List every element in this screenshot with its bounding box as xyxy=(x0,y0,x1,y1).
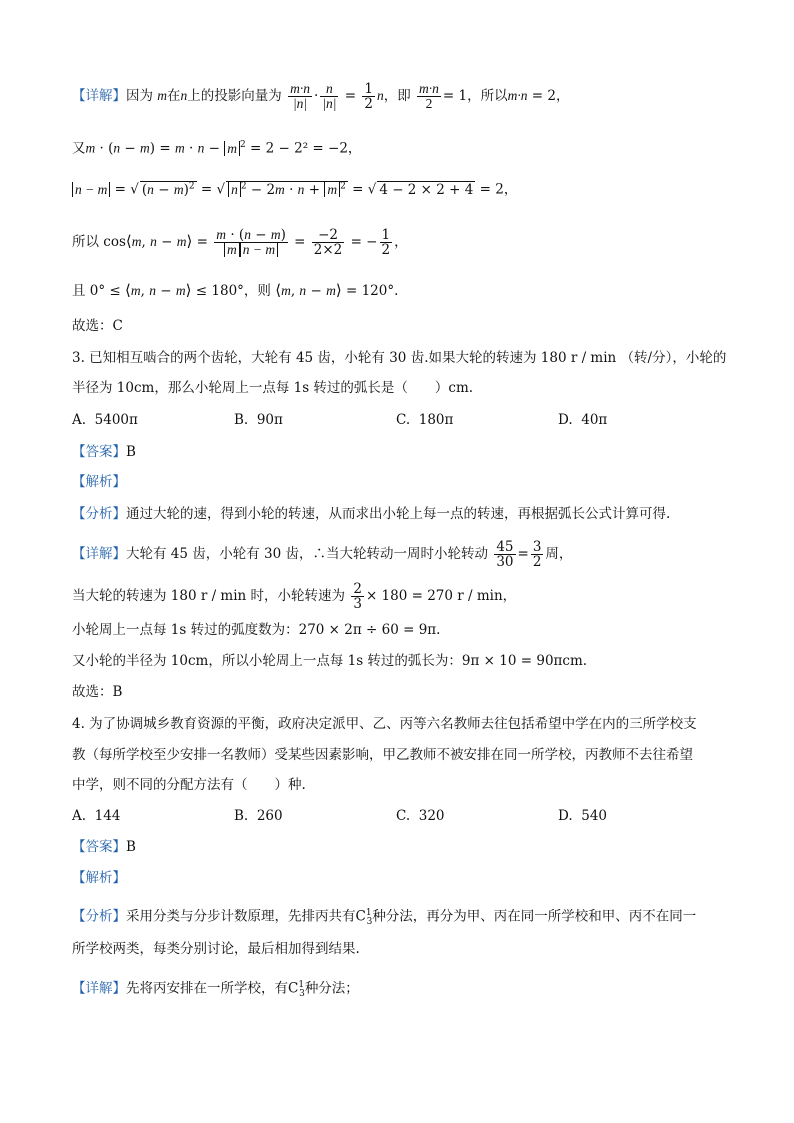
text: 上的投影向量为 xyxy=(187,88,282,104)
text: 大轮有 45 齿，小轮有 30 齿，∴当大轮转动一周时小轮转动 xyxy=(126,546,489,562)
fenxi-tag: 【分析】 xyxy=(72,908,126,925)
fraction-3-2: $\frac{3}{2}$ xyxy=(532,539,542,570)
text: = xyxy=(114,181,126,198)
q3-end: 故选：B xyxy=(72,684,123,700)
q4-option-c: C. 320 xyxy=(396,808,445,824)
vector-n: n xyxy=(180,88,188,103)
unit-vector-fraction: $\frac{n}{|n|}$ xyxy=(322,81,337,111)
q3-analysis-tag: 【解析】 xyxy=(72,474,126,490)
q3-detail-line-1: 【详解】大轮有 45 齿，小轮有 30 齿，∴当大轮转动一周时小轮转动 $\frac{45}{30}$ = $\frac{3}{2}$ 周， xyxy=(72,539,573,570)
q4-detail-line-1 xyxy=(72,975,359,1004)
q4-analysis-tag: 【解析】 xyxy=(72,870,126,886)
q2-detail-line-2: 又m · (n − m) = m · n − m $^2$ = 2 − 2² = −2， xyxy=(72,140,362,157)
q3-option-b: B. 90π xyxy=(234,412,283,428)
projection-fraction: $\frac{m\cdot n}{|n|}$ xyxy=(290,81,310,111)
q4-fenxi-line-2: 所学校两类，每类分别讨论，最后相加得到结果. xyxy=(72,941,360,957)
text: 种分法； xyxy=(304,980,359,997)
text: = 2， xyxy=(479,181,518,198)
q2-detail-line-5: 且 0° ≤ ⟨m, n − m⟩ ≤ 180°，则 ⟨m, n − m⟩ = 120°. xyxy=(72,281,399,299)
q2-answer-line: 故选：C xyxy=(72,318,123,334)
answer-value: B xyxy=(126,444,136,460)
one-half: $\frac{1}{2}$ xyxy=(381,227,391,258)
fraction-45-30: $\frac{45}{30}$ xyxy=(496,539,514,570)
detail-tag: 【详解】 xyxy=(72,980,126,997)
detail-tag: 【详解】 xyxy=(72,546,126,562)
fenxi-tag: 【分析】 xyxy=(72,506,126,522)
answer-tag: 【答案】 xyxy=(72,839,126,855)
text: 所以 cos xyxy=(72,234,126,250)
q3-fenxi xyxy=(72,504,670,524)
combination-c-3-1: $C^1_3$ xyxy=(288,980,305,1000)
text: 又 xyxy=(72,140,86,157)
vector-m: m xyxy=(157,88,168,103)
q3-stem-line-2: 半径为 10cm，那么小轮周上一点每 1s 转过的弧长是（ ）cm. xyxy=(72,380,474,396)
text: × 180 = 270 r / min， xyxy=(365,588,517,604)
text: ，即 xyxy=(383,88,411,104)
q3-option-a: A. 5400π xyxy=(72,412,138,428)
text: 因为 xyxy=(126,88,153,104)
text: 当大轮的转速为 180 r / min 时，小轮转速为 xyxy=(72,588,346,604)
dot-half-fraction: $\frac{m\cdot n}{2}$ xyxy=(419,81,439,111)
q3-detail-line-4: 又小轮的半径为 10cm，所以小轮周上一点每 1s 转过的弧长为：9π × 10 = 90πcm. xyxy=(72,653,588,669)
text: 先将丙安排在一所学校，有 xyxy=(126,980,288,997)
q3-option-c: C. 180π xyxy=(396,412,454,428)
fraction-2-3: $\frac{2}{3}$ xyxy=(353,581,362,612)
text: ， xyxy=(394,234,408,250)
text: 采用分类与分步计数原理，先排丙共有 xyxy=(126,908,356,925)
q2-detail-line-1: 【详解】因为 m在n上的投影向量为 $\frac{m\cdot n}{|n|}$ · $\frac{n}{|n|}$ = $\frac{1}{2}$ n，即 $\frac{m\cdot n}{2}$ = 1，所以m·n = 2， xyxy=(72,81,570,112)
q3-detail-line-2 xyxy=(72,582,516,611)
detail-tag: 【详解】 xyxy=(72,88,126,104)
q4-option-b: B. 260 xyxy=(234,808,283,824)
combination-c-3-1: $C^1_3$ xyxy=(355,908,373,928)
text: = 2 − 2² = −2， xyxy=(250,140,362,157)
q3-answer xyxy=(72,442,136,462)
q3-option-d: D. 40π xyxy=(558,412,608,428)
q2-detail-line-4: 所以 cos⟨m, n − m⟩ = $\frac{m \cdot (n - m)}{\text{m n − m}}$ = $\frac{-2}{2\times 2}$ = − $\frac{1}{2}$ ， xyxy=(72,227,408,258)
q2-detail-line-3: n − m = √ $(n - m)^2$ = √ n $^2$ − 2m · n + m $^2$ = √ 4 − 2 × 2 + 4 = 2， xyxy=(72,176,517,200)
text: 通过大轮的速，得到小轮的转速，从而求出小轮上每一点的转速，再根据弧长公式计算可得. xyxy=(126,506,671,522)
q3-options xyxy=(72,410,722,430)
q4-stem-line-3: 中学，则不同的分配方法有（ ）种. xyxy=(72,777,306,793)
q4-option-a: A. 144 xyxy=(72,808,121,824)
text: 在 xyxy=(167,88,181,104)
text: ≤ 180°，则 xyxy=(195,283,271,299)
q4-options xyxy=(72,806,722,826)
answer-tag: 【答案】 xyxy=(72,444,126,460)
q3-detail-line-3: 小轮周上一点每 1s 转过的弧度数为：270 × 2π ÷ 60 = 9π. xyxy=(72,622,441,638)
q3-stem-line-1: 3. 已知相互啮合的两个齿轮，大轮有 45 齿，小轮有 30 齿.如果大轮的转速为 180 r / min （转/分），小轮的 xyxy=(72,350,727,366)
text: = 120°. xyxy=(345,283,399,299)
q4-answer xyxy=(72,837,136,857)
answer-value: B xyxy=(126,839,136,855)
minus-two-over-four: $\frac{-2}{2\times 2}$ xyxy=(313,227,343,258)
q4-stem-line-2: 教（每所学校至少安排一名教师）受某些因素影响，甲乙教师不被安排在同一所学校，丙教师不去往希望 xyxy=(72,747,693,763)
q4-fenxi-line-1 xyxy=(72,903,696,932)
text: 种分法，再分为甲、丙在同一所学校和甲、丙不在同一 xyxy=(372,908,697,925)
text: = 2， xyxy=(531,88,570,104)
text: ，所以 xyxy=(467,88,508,104)
cos-fraction: $\frac{m \cdot (n - m)}{\text{m n − m}}$ xyxy=(216,227,286,257)
half-fraction: $\frac{1}{2}$ xyxy=(364,81,373,112)
text: 且 0° ≤ xyxy=(72,283,121,299)
text: 周， xyxy=(545,546,573,562)
q4-stem-line-1: 4. 为了协调城乡教育资源的平衡，政府决定派甲、乙、丙等六名教师去往包括希望中学在内的三所学校支 xyxy=(72,716,697,732)
q4-option-d: D. 540 xyxy=(558,808,608,824)
